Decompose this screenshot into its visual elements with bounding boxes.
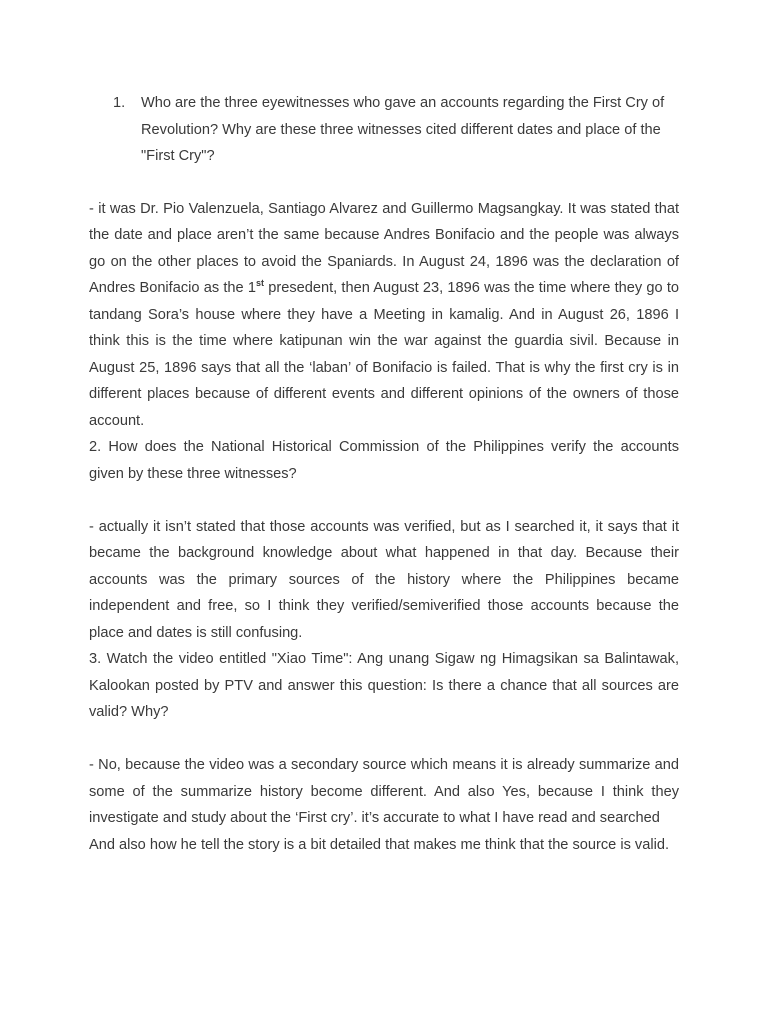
question-1-number: 1.	[113, 95, 126, 111]
question-1	[89, 90, 679, 170]
question-1-text: Who are the three eyewitnesses who gave an accounts regarding the First Cry of Revolution? Why are these three witnesses cited different dates and place of the "First Cry"?	[141, 95, 665, 164]
answer-3-paragraph-1: - No, because the video was a secondary source which means it is already summarize and some of the summarize history become different. And also Yes, because I think they investigate and study about the ‘First cry’. it’s accurate to what I have read and searched	[89, 757, 679, 826]
question-2: 2. How does the National Historical Commission of the Philippines verify the accounts given by these three witnesses?	[89, 439, 679, 482]
paragraph-gap	[89, 487, 679, 514]
question-3: 3. Watch the video entitled "Xiao Time": Ang unang Sigaw ng Himagsikan sa Balintawak, Kalookan posted by PTV and answer this question: Is there a chance that all sources are valid? Why?	[89, 651, 679, 720]
answer-1-part-1: - it was Dr. Pio Valenzuela, Santiago Alvarez and Guillermo Magsangkay. It was stated that the date and place aren’t the same because Andres Bonifacio and the people was always go on the other places to avoid the Spaniards. In August 24, 1896 was the declaration of Andres Bonifacio as the 1	[89, 200, 679, 296]
ordinal-superscript: st	[256, 278, 265, 289]
answer-2: - actually it isn’t stated that those accounts was verified, but as I searched it, it says that it became the background knowledge about what happened in that day. Because their accounts was the primary sources of the history where the Philippines became independent and free, so I think they verified/semiverified those accounts because the place and dates is still confusing.	[89, 518, 679, 641]
paragraph-gap	[89, 726, 679, 753]
answer-1-part-2: presedent, then August 23, 1896 was the time where they go to tandang Sora’s house where they have a Meeting in kamalig. And in August 26, 1896 I think this is the time where katipunan win the war against the guardia sivil. Because in August 25, 1896 says that all the ‘laban’ of Bonifacio is failed. That is why the first cry is in different places because of different events and different opinions of the owners of those account.	[89, 280, 680, 429]
answer-1	[89, 196, 679, 435]
answer-3-paragraph-2: And also how he tell the story is a bit detailed that makes me think that the source is valid.	[89, 836, 670, 853]
